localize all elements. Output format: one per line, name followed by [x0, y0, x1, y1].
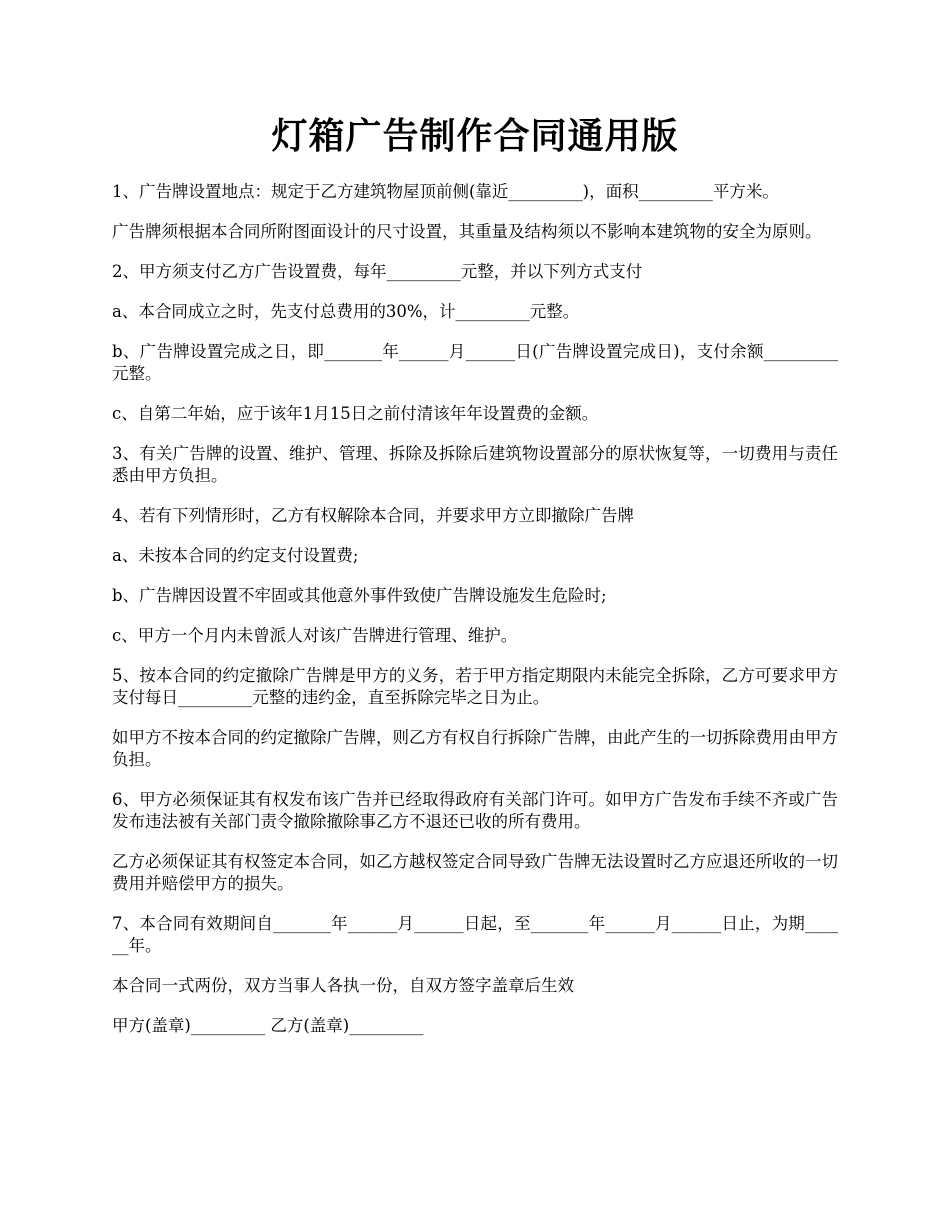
clause-2b: b、广告牌设置完成之日，即_______年______月______日(广告牌设置完成日)，支付余额_________元整。	[112, 342, 838, 383]
clause-2-fee: 2、甲方须支付乙方广告设置费，每年_________元整，并以下列方式支付	[112, 262, 643, 281]
clause-6-permits: 6、甲方必须保证其有权发布该广告并已经取得政府有关部门许可。如甲方广告发布手续不齐或广告发布违法被有关部门责令撤除撤除事乙方不退还已收的所有费用。	[112, 790, 838, 831]
clause-6-authority: 乙方必须保证其有权签定本合同，如乙方越权签定合同导致广告牌无法设置时乙方应退还所收的一切费用并赔偿甲方的损失。	[112, 852, 838, 893]
clause-1-location: 1、广告牌设置地点：规定于乙方建筑物屋顶前侧(靠近_________)，面积_________平方米。	[112, 182, 779, 201]
clause-4-termination: 4、若有下列情形时，乙方有权解除本合同，并要求甲方立即撤除广告牌	[112, 506, 634, 525]
document-title: 灯箱广告制作合同通用版	[271, 115, 679, 157]
clause-4a: a、未按本合同的约定支付设置费;	[112, 546, 359, 565]
document-body	[112, 181, 838, 1037]
clause-7-term: 7、本合同有效期间自_______年______月______日起，至_______年______月______日止，为期______年。	[112, 914, 838, 955]
clause-4c: c、甲方一个月内未曾派人对该广告牌进行管理、维护。	[112, 626, 518, 645]
clause-2a: a、本合同成立之时，先支付总费用的30%，计_________元整。	[112, 302, 580, 321]
signature-line: 甲方(盖章)_________ 乙方(盖章)_________	[112, 1016, 424, 1035]
clause-2c: c、自第二年始，应于该年1月15日之前付清该年年设置费的金额。	[112, 404, 599, 423]
clause-1-design: 广告牌须根据本合同所附图面设计的尺寸设置，其重量及结构须以不影响本建筑物的安全为原则。	[112, 222, 822, 241]
copies-clause: 本合同一式两份，双方当事人各执一份，自双方签字盖章后生效	[112, 976, 574, 995]
clause-5-self-removal: 如甲方不按本合同的约定撤除广告牌，则乙方有权自行拆除广告牌，由此产生的一切拆除费用由甲方负担。	[112, 728, 838, 769]
clause-3-costs: 3、有关广告牌的设置、维护、管理、拆除及拆除后建筑物设置部分的原状恢复等，一切费用与责任悉由甲方负担。	[112, 444, 838, 485]
clause-4b: b、广告牌因设置不牢固或其他意外事件致使广告牌设施发生危险时;	[112, 586, 607, 605]
clause-5-removal: 5、按本合同的约定撤除广告牌是甲方的义务，若于甲方指定期限内未能完全拆除，乙方可要求甲方支付每日_________元整的违约金，直至拆除完毕之日为止。	[112, 666, 838, 707]
